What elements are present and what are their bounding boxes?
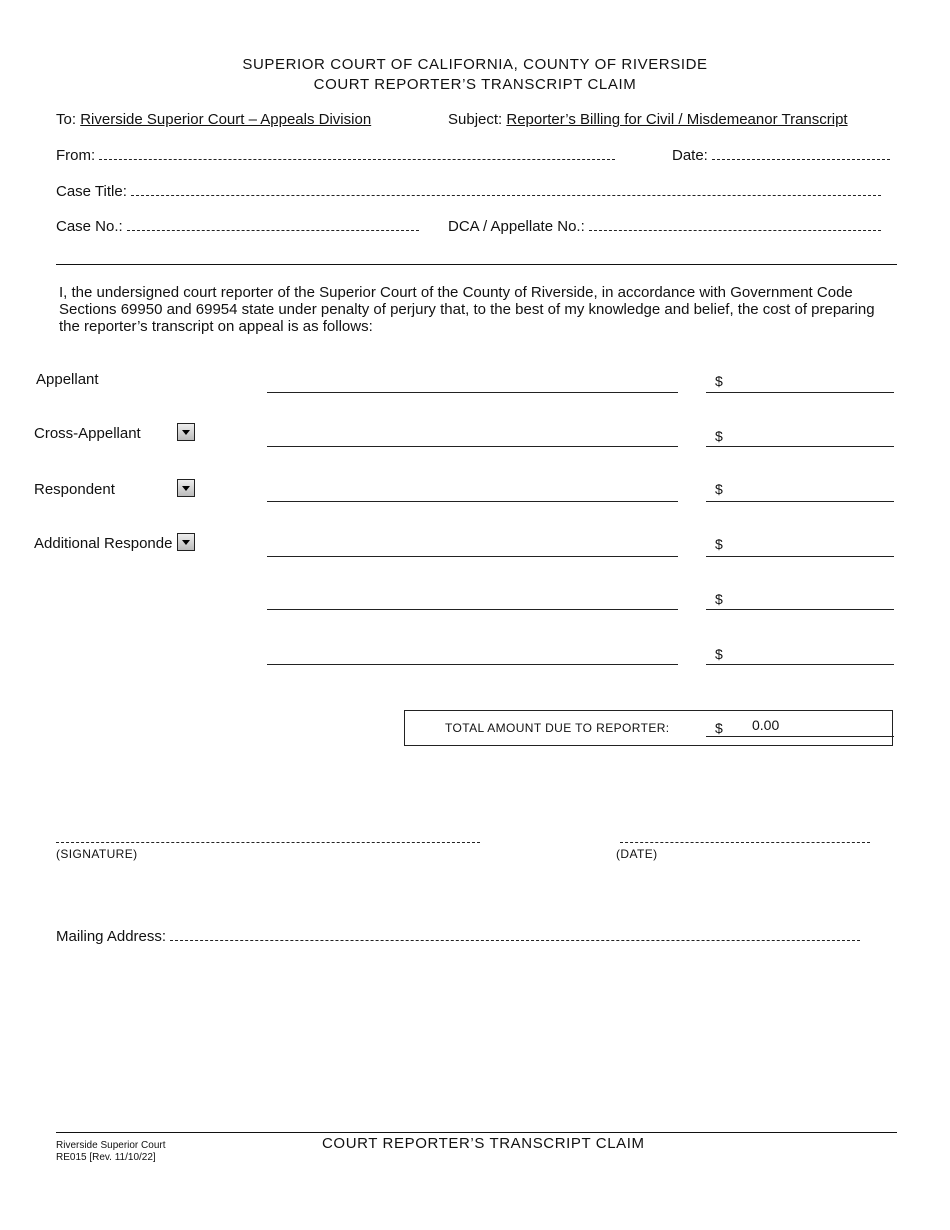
name-line-1[interactable] (267, 392, 678, 393)
date-field[interactable] (712, 147, 890, 160)
additional-respondent-dropdown[interactable] (177, 533, 195, 551)
dollar-sign: $ (715, 646, 723, 662)
dollar-sign: $ (715, 720, 723, 736)
from-field[interactable] (99, 147, 615, 160)
dollar-sign: $ (715, 373, 723, 389)
header-divider (56, 264, 897, 265)
form-heading: SUPERIOR COURT OF CALIFORNIA, COUNTY OF RIVERSIDE (242, 56, 708, 73)
amount-line-6[interactable] (706, 664, 894, 665)
amount-line-5[interactable] (706, 609, 894, 610)
case-title-label: Case Title: (56, 183, 127, 200)
footer-divider (56, 1132, 897, 1133)
to-value[interactable]: Riverside Superior Court – Appeals Division (80, 111, 372, 128)
dollar-sign: $ (715, 428, 723, 444)
signature-date-line[interactable] (620, 830, 870, 843)
mailing-address-field[interactable] (170, 928, 860, 941)
case-no-label: Case No.: (56, 218, 123, 235)
dollar-sign: $ (715, 481, 723, 497)
signature-label: (SIGNATURE) (56, 847, 138, 861)
mailing-label: Mailing Address: (56, 928, 167, 945)
party-label-cross-appellant: Cross-Appellant (34, 425, 141, 442)
from-label: From: (56, 147, 96, 164)
date-label: Date: (672, 147, 708, 164)
footer-court: Riverside Superior Court (56, 1140, 166, 1151)
total-box (404, 710, 893, 746)
total-amount: 0.00 (752, 717, 780, 733)
party-label-additional-respondent: Additional Responde (34, 535, 173, 552)
perjury-statement: I, the undersigned court reporter of the Superior Court of the County of Riverside, in accordance with Government Code Sections 69950 and 69954 state under penalty of perjury that, to the best of my knowledge and belief, the cost of preparing the reporter’s transcript on appeal is as follows: (59, 284, 875, 335)
total-underline (706, 736, 894, 737)
subject-row (448, 111, 848, 128)
case-no-field[interactable] (127, 218, 419, 231)
total-label: TOTAL AMOUNT DUE TO REPORTER: (445, 721, 670, 735)
cross-appellant-dropdown[interactable] (177, 423, 195, 441)
dollar-sign: $ (715, 536, 723, 552)
subject-label: Subject: (448, 111, 503, 128)
name-line-3[interactable] (267, 501, 678, 502)
dca-row (448, 218, 881, 235)
party-label-appellant: Appellant (36, 371, 99, 388)
from-row (56, 147, 615, 164)
to-row (56, 111, 371, 128)
footer-title: COURT REPORTER’S TRANSCRIPT CLAIM (322, 1135, 645, 1152)
mailing-row (56, 928, 860, 945)
subject-value[interactable]: Reporter’s Billing for Civil / Misdemeanor Transcript (506, 111, 848, 128)
date-row (672, 147, 890, 164)
case-no-row (56, 218, 419, 235)
case-title-field[interactable] (131, 183, 881, 196)
footer-form-number: RE015 [Rev. 11/10/22] (56, 1152, 156, 1163)
amount-line-4[interactable] (706, 556, 894, 557)
form-title: COURT REPORTER’S TRANSCRIPT CLAIM (313, 76, 637, 93)
name-line-2[interactable] (267, 446, 678, 447)
dollar-sign: $ (715, 591, 723, 607)
dca-label: DCA / Appellate No.: (448, 218, 585, 235)
case-title-row (56, 183, 881, 200)
signature-line[interactable] (56, 830, 480, 843)
name-line-4[interactable] (267, 556, 678, 557)
name-line-6[interactable] (267, 664, 678, 665)
amount-line-2[interactable] (706, 446, 894, 447)
respondent-dropdown[interactable] (177, 479, 195, 497)
party-label-respondent: Respondent (34, 481, 115, 498)
amount-line-3[interactable] (706, 501, 894, 502)
name-line-5[interactable] (267, 609, 678, 610)
to-label: To: (56, 111, 77, 128)
signature-date-label: (DATE) (616, 847, 658, 861)
amount-line-1[interactable] (706, 392, 894, 393)
dca-field[interactable] (589, 218, 881, 231)
